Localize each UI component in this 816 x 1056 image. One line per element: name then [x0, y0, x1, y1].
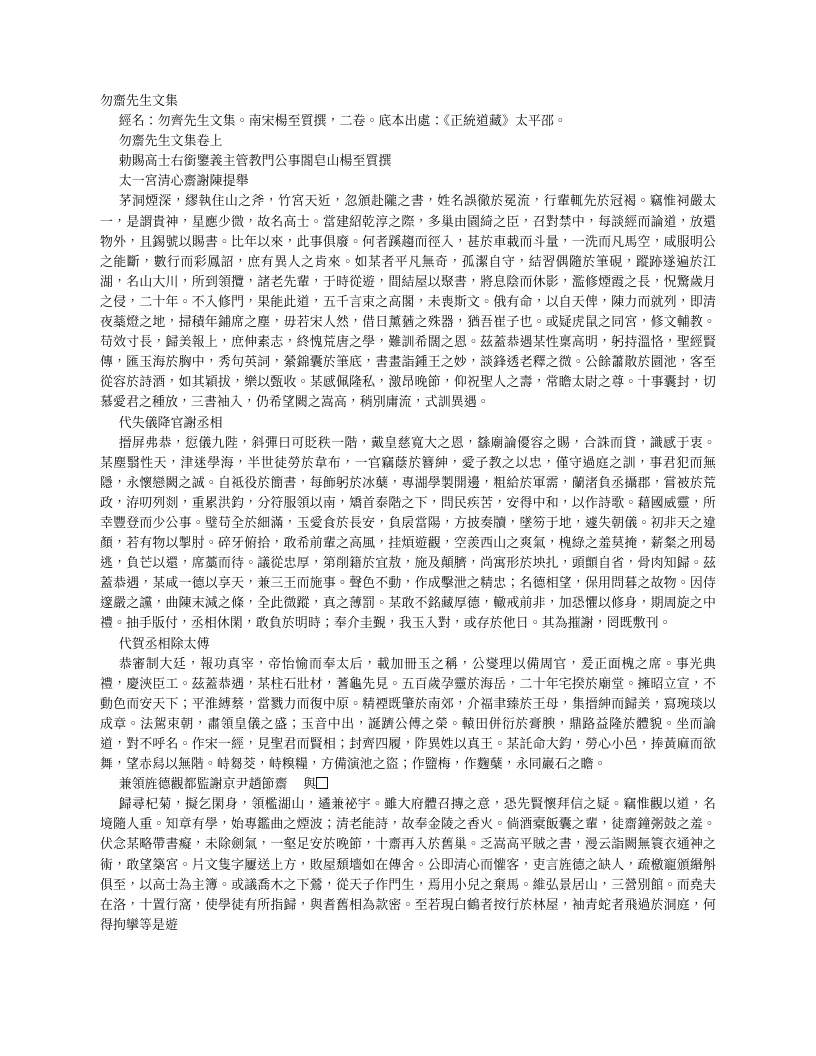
section-heading-4-text: 兼領旌德觀都監謝京尹趙節齋 — [118, 777, 288, 793]
document-body — [100, 92, 716, 936]
front-matter-author-attribution: 勅賜高士右銜鑒義主管教門公事閤皂山楊至質撰 — [118, 154, 392, 170]
section-paragraph-2: 搢屏弗恭，愆儀九陛，斜彈曰可貶秩一階，戴皇慈寬大之恩，繇廟論優容之賜，合誅而貸，識感于衷。某塵翳性天，津迷學海，半世徒勞於韋布，一官竊蔭於簪紳，愛子教之以忠，僅守過庭之訓，事君犯而無隱，永懷戀闕之誠。自祗役於簡書，每飾躬於冰蘖，專湖學製開邊，粗給於軍需，蘭渚負丞攝郡，嘗被於荒政，洊叨列剡，重累洪鈞，分符服領以南，矯首泰階之下，問民疾苦，安得中和，以作詩歌。藉國威靈，所幸豐登而少公事。璧苟全於細滿，玉愛食於長安，負扆當陽，方披奏牘，墜笏于地，遽失朝儀。初非天之違顏，若有物以掣肘。碎牙俯拾，敢希前輩之高風，挂煩遊觀，空羨西山之爽氣，槐綠之羞莫掩，薪粲之刑曷逃，負芒以還，席藁而待。議從忠厚，第削籍於宜敖，施及顛臍，尚寓形於坱扎，頭顫自省，骨肉知歸。茲蓋恭遇，某咸一德以享天，兼三王而施事。聲色不動，作成擊泄之精忠；名德相望，保用問暮之故物。因侍邃嚴之讜，曲陳末減之條，全此微蹤，真之薄罰。某敢不銘藏厚德，轍戒前非，加恐懼以修身，期周旋之中禮。抽手版付，丞相休閑，敢負於明時；奉介圭覲，我玉入對，或存於他日。其為摧謝，罔既敷刊。 — [100, 435, 716, 632]
section-paragraph-4: 歸尋杞菊，擬乞閑身，領檻湖山，遹兼祕宇。雖大府體召摶之意，恐先賢懷拜信之疑。竊惟觀以道，名境隨人重。知章有學，始專鑑曲之煙波；清老能詩，故奉金陵之香火。倘酒槖飯囊之輩，徒齋鐘粥鼓之羞。伏念某略帶書癡，未除劍氣，一壑足安於晚節，十齋再入於舊巢。乏嵩高平賊之書，漫云詣闕無簑衣通神之術，敢望築宮。片文隻字屢送上方，敗屋頹墻如在傳舍。公即清心而懽客，吏言旌德之缺人，疏檄寵頒緡斛俱至，以高士為主簿。或議喬木之下鶯，從天子作門生，焉用小兒之棄馬。維弘景居山，三營別館。而堯夫在洛，十置行窩，使學徒有所指歸，與耆舊相為款密。至若現白鶴者按行於林屋，袖青蛇者飛過於洞庭，何得拘攣等是遊 — [100, 797, 716, 933]
section-heading-4 — [100, 775, 716, 795]
section-heading-4-suffix: 與 — [303, 777, 317, 793]
front-matter-scripture-name: 經名：勿齊先生文集。南宋楊至質撰，二卷。底本出處：《正統道藏》太平邵。 — [118, 114, 567, 130]
section-paragraph-1: 茅洞煙深，繆執住山之斧，竹宮天近，忽頒赴隴之書，姓名誤徹於冕流，行輩輒先於冠褐。竊惟祠嚴太一，是謂貴神，星應少微，故名高士。當建紹乾淳之際，多巢由園綺之臣，召對禁中，每談經而論道，放還物外，且錫號以賜書。比年以來，此事俱廢。何者蹊趨而徑入，甚於車載而斗量，一洗而凡馬空，咸服明公之能斷，數行而彩鳳詔，庶有異人之肯來。如某者平凡無奇，孤潔自守，結習偶隨於筆硯，蹤跡遂遍於江湖，名山大川，所到領攬，諸老先輩，于時從遊，間結屋以聚書，將息陰而休影，濫修煙霞之長，怳驚歲月之侵，二十年。不入修門，果能此道，五千言束之高閣，未喪斯文。俄有命，以自天俾，陳力而就列，即清夜蘂燈之地，掃積年鋪席之塵，毋若宋人然，借日薰蕕之殊器，猶吾崔子也。或疑虎鼠之同宮，修文輔教。苟效寸長，歸美報上，庶伸素志，終愧荒唐之學，難訓希闊之恩。茲蓋恭遇某性稟高明，躬持溫恪，聖經賢傳，匯玉海於胸中，秀句英詞，縈錦囊於筆底，書畫詣鍾王之妙，談鋒透老釋之微。公餘蕭散於園池，客至從容於詩酒，如其穎拔，樂以甄收。某感佩隆私，激昂晚節，仰祝聖人之壽，常瞻太尉之尊。十事囊封，切慕愛君之種放，三書袖入，仍希望闕之嵩高，稍別庸流，式訓異遇。 — [100, 194, 716, 411]
missing-character-box — [316, 777, 328, 789]
section-heading-2: 代失儀降官謝丞相 — [118, 415, 223, 431]
section-heading-3: 代賀丞相除太傅 — [118, 636, 210, 652]
section-heading-1: 太一宮清心齋謝陳提舉 — [118, 174, 249, 190]
document-title: 勿齋先生文集 — [100, 94, 178, 109]
front-matter-volume-title: 勿齋先生文集卷上 — [118, 134, 223, 150]
section-paragraph-3: 恭審制大廷，報功真宰，帝怡愉而奉太后，載加冊玉之稱，公燮理以備周官，爰正面槐之席。事光典禮，慶浹臣工。茲蓋恭遇，某柱石壯材，蓍龜先見。五百歲孕靈於海岳，二十年宅揆於廟堂。擁昭立宣，不動色而安天下；平淮縛蔡，當戮力而復中原。精禋既肇於南郊，介福聿臻於王母，集搢紳而歸美，寫琬琰以成章。法駕束朝，肅領皇儀之盛；玉音中出，誕躋公傅之榮。轅田併衍於膏腴，鼎路益隆於體貌。坐而論道，對不呼名。作宋一經，見聖君而賢相；封齊四履，阼異姓以真王。某託命大鈞，勞心小邑，捧黃麻而欲舞，望赤舄以無階。峙芻茭，峙糗糧，方備演池之盜；作盬梅，作麴蘖，永同巖石之瞻。 — [100, 656, 716, 773]
